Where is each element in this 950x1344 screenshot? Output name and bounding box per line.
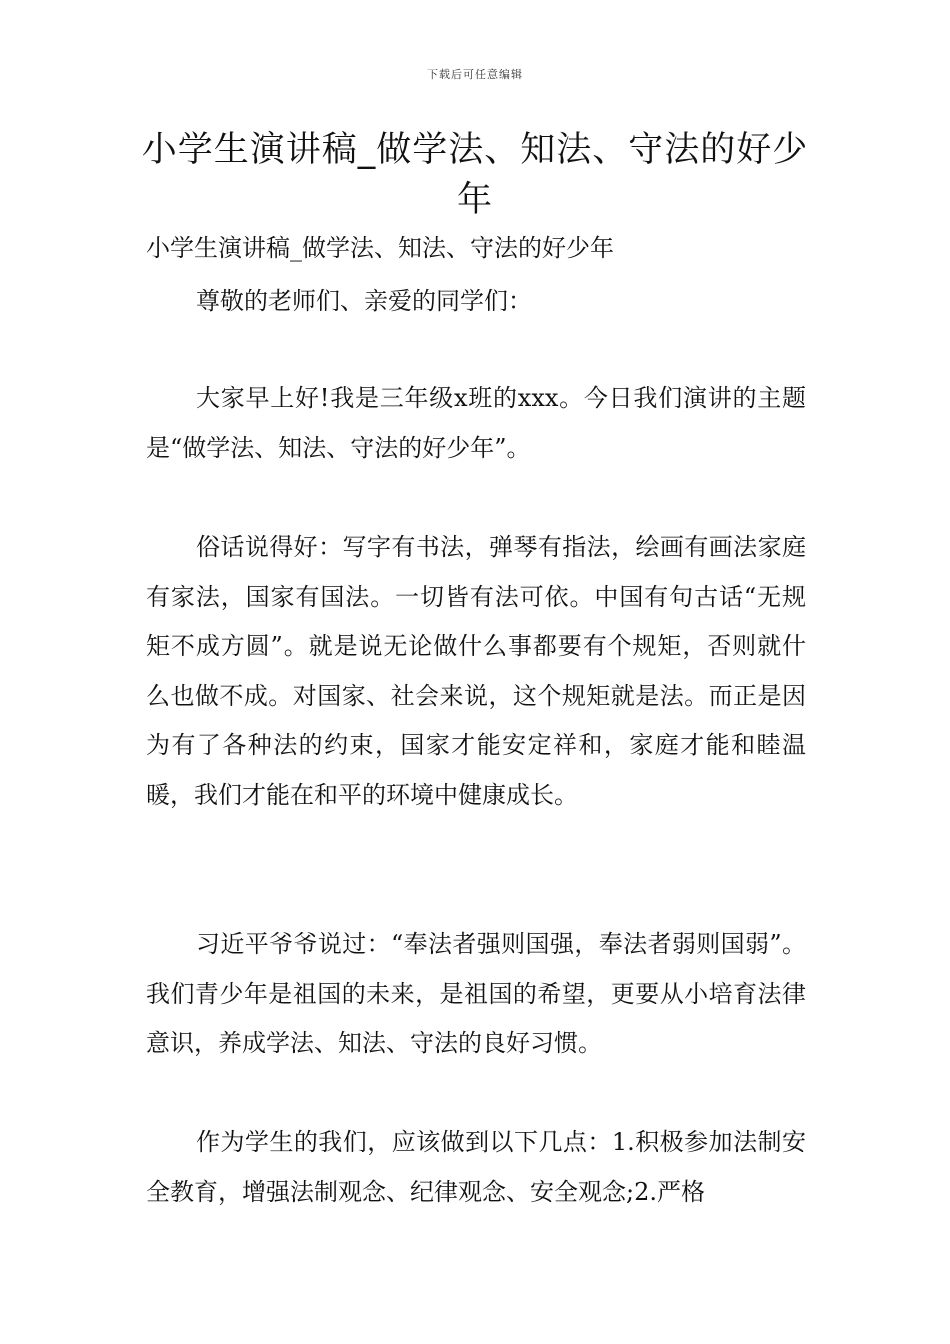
- document-subtitle: 小学生演讲稿_做学法、知法、守法的好少年: [146, 234, 614, 262]
- paragraph-actions: 作为学生的我们，应该做到以下几点：1.积极参加法制安全教育，增强法制观念、纪律观念、安全观念;2.严格: [146, 1128, 806, 1206]
- header-note: 下载后可任意编辑: [427, 68, 523, 81]
- paragraph-greeting: 大家早上好!我是三年级x班的xxx。今日我们演讲的主题是“做学法、知法、守法的好少年”。: [146, 384, 806, 462]
- salutation: 尊敬的老师们、亲爱的同学们：: [196, 287, 532, 315]
- document-title: 小学生演讲稿_做学法、知法、守法的好少年: [141, 130, 809, 220]
- paragraph-proverb: 俗话说得好：写字有书法，弹琴有指法，绘画有画法家庭有家法，国家有国法。一切皆有法可依。中国有句古话“无规矩不成方圆”。就是说无论做什么事都要有个规矩，否则就什么也做不成。对国家、社会来说，这个规矩就是法。而正是因为有了各种法的约束，国家才能安定祥和，家庭才能和睦温暖，我们才能在和平的环境中健康成长。: [146, 533, 806, 809]
- paragraph-quote: 习近平爷爷说过：“奉法者强则国强，奉法者弱则国弱”。我们青少年是祖国的未来，是祖国的希望，更要从小培育法律意识，养成学法、知法、守法的良好习惯。: [146, 930, 806, 1057]
